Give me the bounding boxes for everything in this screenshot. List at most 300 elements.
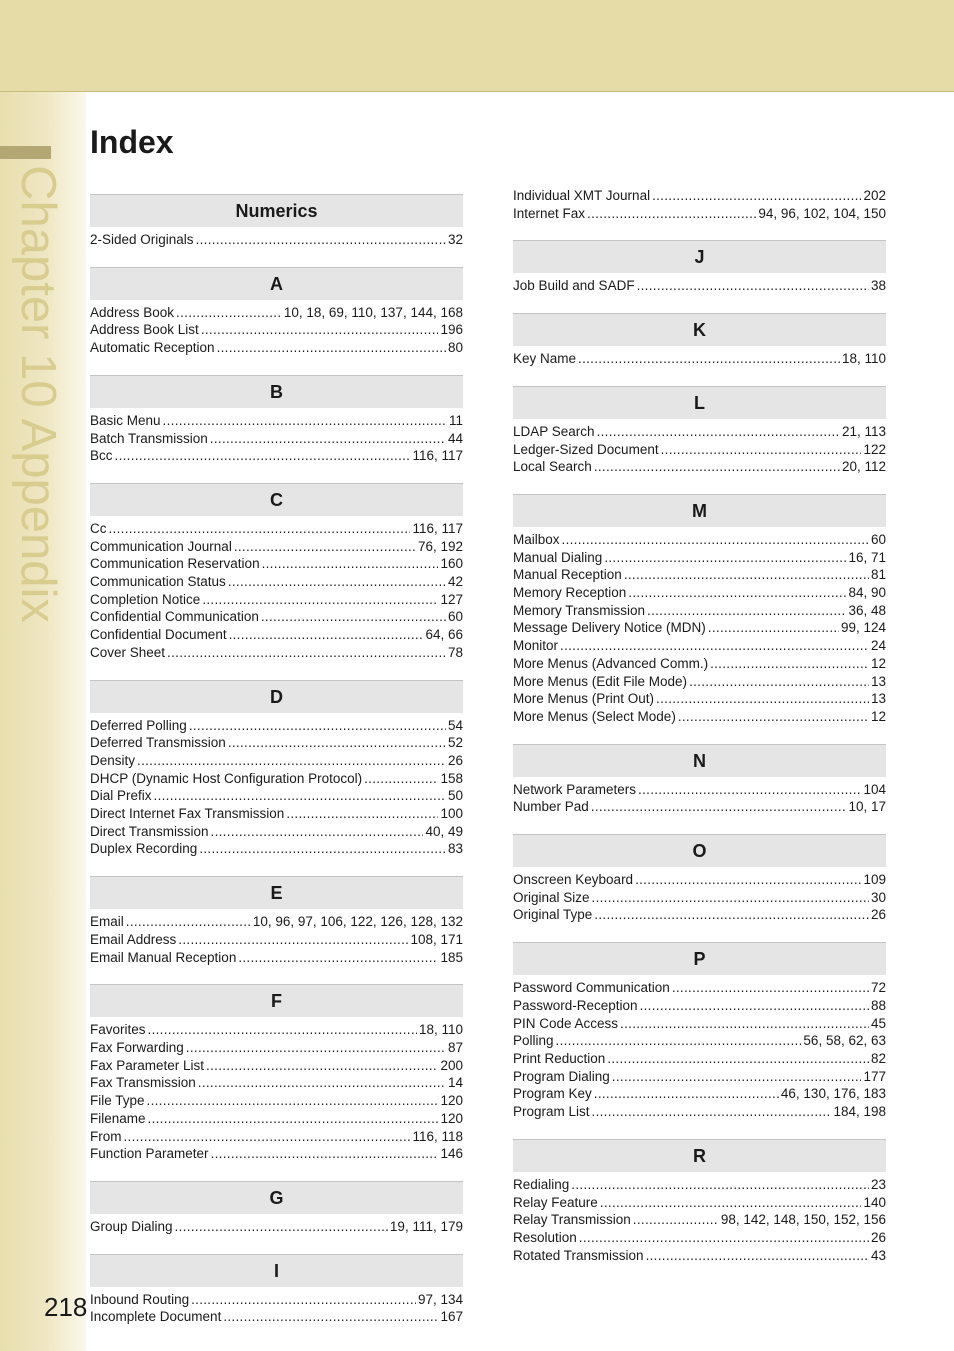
dot-leader [556,1032,802,1050]
index-entry [90,1074,463,1092]
entry-pages: 177 [863,1068,886,1084]
entry-pages: 140 [863,1194,886,1210]
entry-term: Confidential Communication [90,609,259,625]
index-entry [90,1218,463,1236]
entry-term: Confidential Document [90,627,227,643]
entry-pages: 120 [440,1110,463,1126]
entry-pages: 56, 58, 62, 63 [803,1033,886,1049]
index-entry [513,1229,886,1247]
entry-term: Automatic Reception [90,340,215,356]
entry-pages: 32 [447,232,463,247]
entry-pages: 26 [447,752,463,768]
entry-term: Password-Reception [513,997,638,1013]
dot-leader [710,655,869,673]
entry-term: Memory Transmission [513,602,646,618]
entry-term: PIN Code Access [513,1015,619,1031]
dot-leader [234,538,416,556]
entry-pages: 83 [447,841,463,857]
entry-term: Function Parameter [90,1146,209,1162]
entry-term: Fax Forwarding [90,1039,184,1055]
entry-term: Address Book [90,304,175,320]
index-section [513,942,886,1121]
dot-leader [211,1145,439,1163]
dot-leader [211,823,424,841]
dot-leader [646,1247,869,1265]
dot-leader [137,752,446,770]
index-entry [90,805,463,823]
entry-term: LDAP Search [513,423,595,439]
entry-pages: 97, 134 [417,1291,463,1307]
dot-leader [262,555,439,573]
entry-pages: 60 [870,531,886,547]
index-section [90,984,463,1163]
entry-term: More Menus (Advanced Comm.) [513,655,709,671]
index-section [90,680,463,859]
entry-term: Direct Transmission [90,823,209,839]
dot-leader [624,566,869,584]
section-heading: F [90,984,463,1017]
entry-term: Internet Fax [513,205,586,221]
entry-term: Deferred Polling [90,717,187,733]
entry-pages: 13 [870,691,886,707]
dot-leader [148,1021,417,1039]
index-entry [513,1211,886,1229]
entry-pages: 99, 124 [840,620,886,636]
entry-term: Email [90,914,124,930]
dot-leader [109,520,411,538]
section-heading: A [90,267,463,300]
entry-pages: 76, 192 [417,538,463,554]
dot-leader [637,277,869,295]
entry-pages: 185 [440,949,463,965]
index-entry [513,637,886,655]
entry-pages: 10, 96, 97, 106, 122, 126, 128, 132 [252,914,463,930]
section-heading: E [90,876,463,909]
index-entry [513,350,886,368]
dot-leader [148,1110,439,1128]
entry-pages: 87 [447,1039,463,1055]
index-entry [90,1308,463,1326]
index-entry [90,949,463,967]
index-entry [90,626,463,644]
entry-term: Key Name [513,351,577,367]
dot-leader [364,770,438,788]
entry-pages: 19, 111, 179 [389,1218,463,1234]
entry-term: Batch Transmission [90,430,208,446]
section-heading: Numerics [90,194,463,227]
entry-term: Communication Reservation [90,556,260,572]
dot-leader [176,304,282,322]
index-section [90,1254,463,1326]
dot-leader [201,321,439,339]
index-entry [90,231,463,249]
entry-term: Original Type [513,907,593,923]
index-entry [513,1032,886,1050]
entry-term: Manual Dialing [513,549,603,565]
dot-leader [591,798,847,816]
dot-leader [689,673,869,691]
entry-term: Inbound Routing [90,1291,190,1307]
entry-pages: 43 [870,1247,886,1263]
entry-pages: 42 [447,574,463,590]
entry-term: Resolution [513,1229,577,1245]
dot-leader [592,1103,832,1121]
entry-term: Incomplete Document [90,1309,222,1325]
dot-leader [560,637,869,655]
dot-leader [562,531,869,549]
entry-pages: 18, 110 [841,351,886,367]
entry-term: Density [90,752,136,768]
dot-leader [600,1194,862,1212]
index-entry [513,798,886,816]
entry-term: More Menus (Select Mode) [513,708,676,724]
dot-leader [635,871,861,889]
dot-leader [228,573,446,591]
entry-term: Program Key [513,1086,592,1102]
entry-pages: 20, 112 [841,459,886,475]
index-section [513,1139,886,1265]
dot-leader [620,1015,869,1033]
dot-leader [604,549,846,567]
index-section [90,876,463,966]
entry-pages: 116, 117 [412,448,463,464]
entry-term: Memory Reception [513,585,627,601]
section-heading: G [90,1181,463,1214]
entry-term: Cc [90,520,107,536]
section-heading: M [513,494,886,527]
entry-term: Basic Menu [90,412,161,428]
entry-term: 2-Sided Originals [90,232,194,247]
index-entry [513,1085,886,1103]
entry-term: Cover Sheet [90,644,166,660]
entry-pages: 108, 171 [410,931,463,947]
entry-pages: 167 [440,1309,463,1325]
index-entry [513,423,886,441]
index-entry [513,549,886,567]
entry-term: Redialing [513,1176,570,1192]
index-section [513,313,886,368]
index-entry [90,717,463,735]
entry-term: Program List [513,1104,590,1120]
dot-leader [607,1050,869,1068]
dot-leader [633,1211,719,1229]
dot-leader [210,430,446,448]
entry-term: Direct Internet Fax Transmission [90,806,285,822]
index-entry [90,840,463,858]
section-heading: L [513,386,886,419]
dot-leader [238,949,438,967]
index-entry [513,708,886,726]
entry-pages: 84, 90 [848,585,886,601]
section-heading: D [90,680,463,713]
dot-leader [191,1291,416,1309]
entry-term: Completion Notice [90,591,201,607]
dot-leader [217,339,446,357]
dot-leader [175,1218,388,1236]
index-entry [90,913,463,931]
index-entry [90,823,463,841]
index-section [90,267,463,357]
entry-term: Fax Transmission [90,1075,196,1091]
section-heading: O [513,834,886,867]
index-entry [90,339,463,357]
entry-pages: 12 [870,655,886,671]
index-entry [90,770,463,788]
index-section [513,834,886,924]
dot-leader [628,584,846,602]
entry-pages: 44 [447,430,463,446]
entry-term: From [90,1128,122,1144]
section-heading: J [513,240,886,273]
index-entry [513,1176,886,1194]
entry-pages: 38 [870,278,886,294]
entry-term: Print Reduction [513,1050,606,1066]
dot-leader [178,931,408,949]
entry-pages: 18, 110 [418,1022,463,1038]
dot-leader [647,602,846,620]
dot-leader [661,441,862,459]
entry-pages: 21, 113 [841,423,886,439]
dot-leader [638,781,861,799]
entry-term: Monitor [513,638,559,654]
dot-leader [286,805,438,823]
index-entry [90,734,463,752]
index-entry [513,619,886,637]
entry-term: Mailbox [513,531,560,547]
entry-term: Relay Transmission [513,1212,631,1228]
index-entry [513,1103,886,1121]
page-number: 218 [44,1292,88,1322]
dot-leader [592,889,869,907]
dot-leader [154,787,446,805]
index-entry [513,277,886,295]
index-entry [90,573,463,591]
entry-term: Individual XMT Journal [513,188,651,203]
index-entry [513,889,886,907]
dot-leader [223,1308,438,1326]
index-entry [90,555,463,573]
entry-pages: 109 [863,872,886,888]
entry-term: Fax Parameter List [90,1057,205,1073]
entry-term: More Menus (Edit File Mode) [513,673,688,689]
index-entry [513,871,886,889]
entry-pages: 13 [870,673,886,689]
entry-pages: 116, 118 [412,1128,463,1144]
dot-leader [594,1085,779,1103]
index-entry [513,673,886,691]
entry-term: Email Address [90,931,177,947]
section-heading: R [513,1139,886,1172]
dot-leader [672,979,869,997]
dot-leader [652,187,861,205]
entry-pages: 81 [870,567,886,583]
entry-pages: 120 [440,1093,463,1109]
entry-pages: 82 [870,1050,886,1066]
index-entry [90,752,463,770]
entry-pages: 16, 71 [848,549,886,565]
entry-pages: 26 [870,907,886,923]
index-entry [513,655,886,673]
entry-term: Rotated Transmission [513,1247,644,1263]
entry-term: Polling [513,1033,554,1049]
index-entry [90,591,463,609]
dot-leader [147,1092,439,1110]
index-entry [90,787,463,805]
index-entry [90,1057,463,1075]
entry-pages: 104 [863,781,886,797]
dot-leader [199,840,446,858]
entry-term: Group Dialing [90,1218,173,1234]
index-entry [90,1110,463,1128]
entry-pages: 11 [448,412,463,428]
index-entry [90,1039,463,1057]
entry-pages: 116, 117 [412,520,463,536]
index-entry [513,997,886,1015]
entry-pages: 30 [870,889,886,905]
index-entry [513,1050,886,1068]
entry-pages: 78 [447,644,463,660]
dot-leader [678,708,869,726]
index-entry [90,1021,463,1039]
entry-pages: 45 [870,1015,886,1031]
entry-pages: 200 [440,1057,463,1073]
entry-term: Bcc [90,448,113,464]
dot-leader [196,231,446,249]
index-entry [90,1145,463,1163]
entry-pages: 36, 48 [848,602,886,618]
entry-pages: 24 [870,638,886,654]
entry-term: Ledger-Sized Document [513,441,659,457]
index-entry [90,520,463,538]
index-section [90,375,463,465]
index-entry [90,608,463,626]
index-section [90,483,463,662]
index-section [513,386,886,476]
index-entry [513,531,886,549]
index-entry [513,1068,886,1086]
index-entry [90,1291,463,1309]
dot-leader [189,717,446,735]
entry-pages: 158 [440,770,463,786]
entry-term: Message Delivery Notice (MDN) [513,620,706,636]
dot-leader [578,350,840,368]
entry-term: Duplex Recording [90,841,198,857]
index-column-right [513,187,886,1282]
entry-term: File Type [90,1093,145,1109]
index-entry [90,1128,463,1146]
entry-term: Original Size [513,889,590,905]
index-entry [513,1194,886,1212]
dot-leader [229,626,424,644]
entry-pages: 54 [447,717,463,733]
index-entry [513,979,886,997]
index-entry [513,187,886,205]
entry-pages: 40, 49 [425,823,463,839]
index-entry [90,644,463,662]
dot-leader [571,1176,869,1194]
index-entry [513,602,886,620]
entry-term: DHCP (Dynamic Host Configuration Protocol) [90,770,363,786]
index-entry [513,1247,886,1265]
entry-pages: 184, 198 [833,1104,886,1120]
section-heading: B [90,375,463,408]
section-heading: N [513,744,886,777]
entry-term: Network Parameters [513,781,637,797]
entry-term: Favorites [90,1022,146,1038]
entry-term: Deferred Transmission [90,735,226,751]
dot-leader [186,1039,446,1057]
index-entry [513,906,886,924]
page-title: Index [90,124,174,160]
dot-leader [612,1068,862,1086]
dot-leader [579,1229,869,1247]
entry-pages: 196 [440,322,463,338]
entry-term: Local Search [513,459,592,475]
entry-term: Communication Status [90,574,226,590]
section-heading: P [513,942,886,975]
entry-pages: 94, 96, 102, 104, 150 [758,205,886,221]
entry-pages: 23 [870,1176,886,1192]
top-band [0,0,954,92]
dot-leader [202,591,438,609]
index-entry [513,441,886,459]
entry-pages: 52 [447,735,463,751]
entry-pages: 160 [440,556,463,572]
entry-term: Program Dialing [513,1068,610,1084]
entry-pages: 64, 66 [425,627,463,643]
index-section [513,744,886,816]
entry-term: Relay Feature [513,1194,598,1210]
entry-pages: 14 [447,1075,463,1091]
dot-leader [206,1057,438,1075]
index-entry [90,931,463,949]
entry-pages: 46, 130, 176, 183 [780,1086,886,1102]
dot-leader [708,619,839,637]
entry-pages: 10, 18, 69, 110, 137, 144, 168 [283,304,463,320]
dot-leader [198,1074,446,1092]
entry-pages: 122 [863,441,886,457]
index-entry [513,458,886,476]
entry-term: Job Build and SADF [513,278,635,294]
index-entry [513,781,886,799]
dot-leader [594,906,869,924]
entry-term: More Menus (Print Out) [513,691,655,707]
index-entry [513,584,886,602]
entry-pages: 100 [440,806,463,822]
dot-leader [167,644,446,662]
index-entry [90,412,463,430]
entry-pages: 80 [447,340,463,356]
dot-leader [597,423,840,441]
dot-leader [640,997,869,1015]
index-section [513,494,886,726]
entry-term: Dial Prefix [90,788,152,804]
entry-pages: 12 [870,708,886,724]
entry-pages: 50 [447,788,463,804]
section-heading: I [90,1254,463,1287]
entry-pages: 72 [870,980,886,996]
index-section-continued [513,187,886,222]
section-heading: K [513,313,886,346]
index-entry [90,321,463,339]
index-entry [513,1015,886,1033]
entry-pages: 146 [440,1146,463,1162]
dot-leader [163,412,447,430]
entry-term: Address Book List [90,322,199,338]
dot-leader [587,205,756,223]
chapter-label: Chapter 10 Appendix [11,165,65,623]
dot-leader [656,690,869,708]
